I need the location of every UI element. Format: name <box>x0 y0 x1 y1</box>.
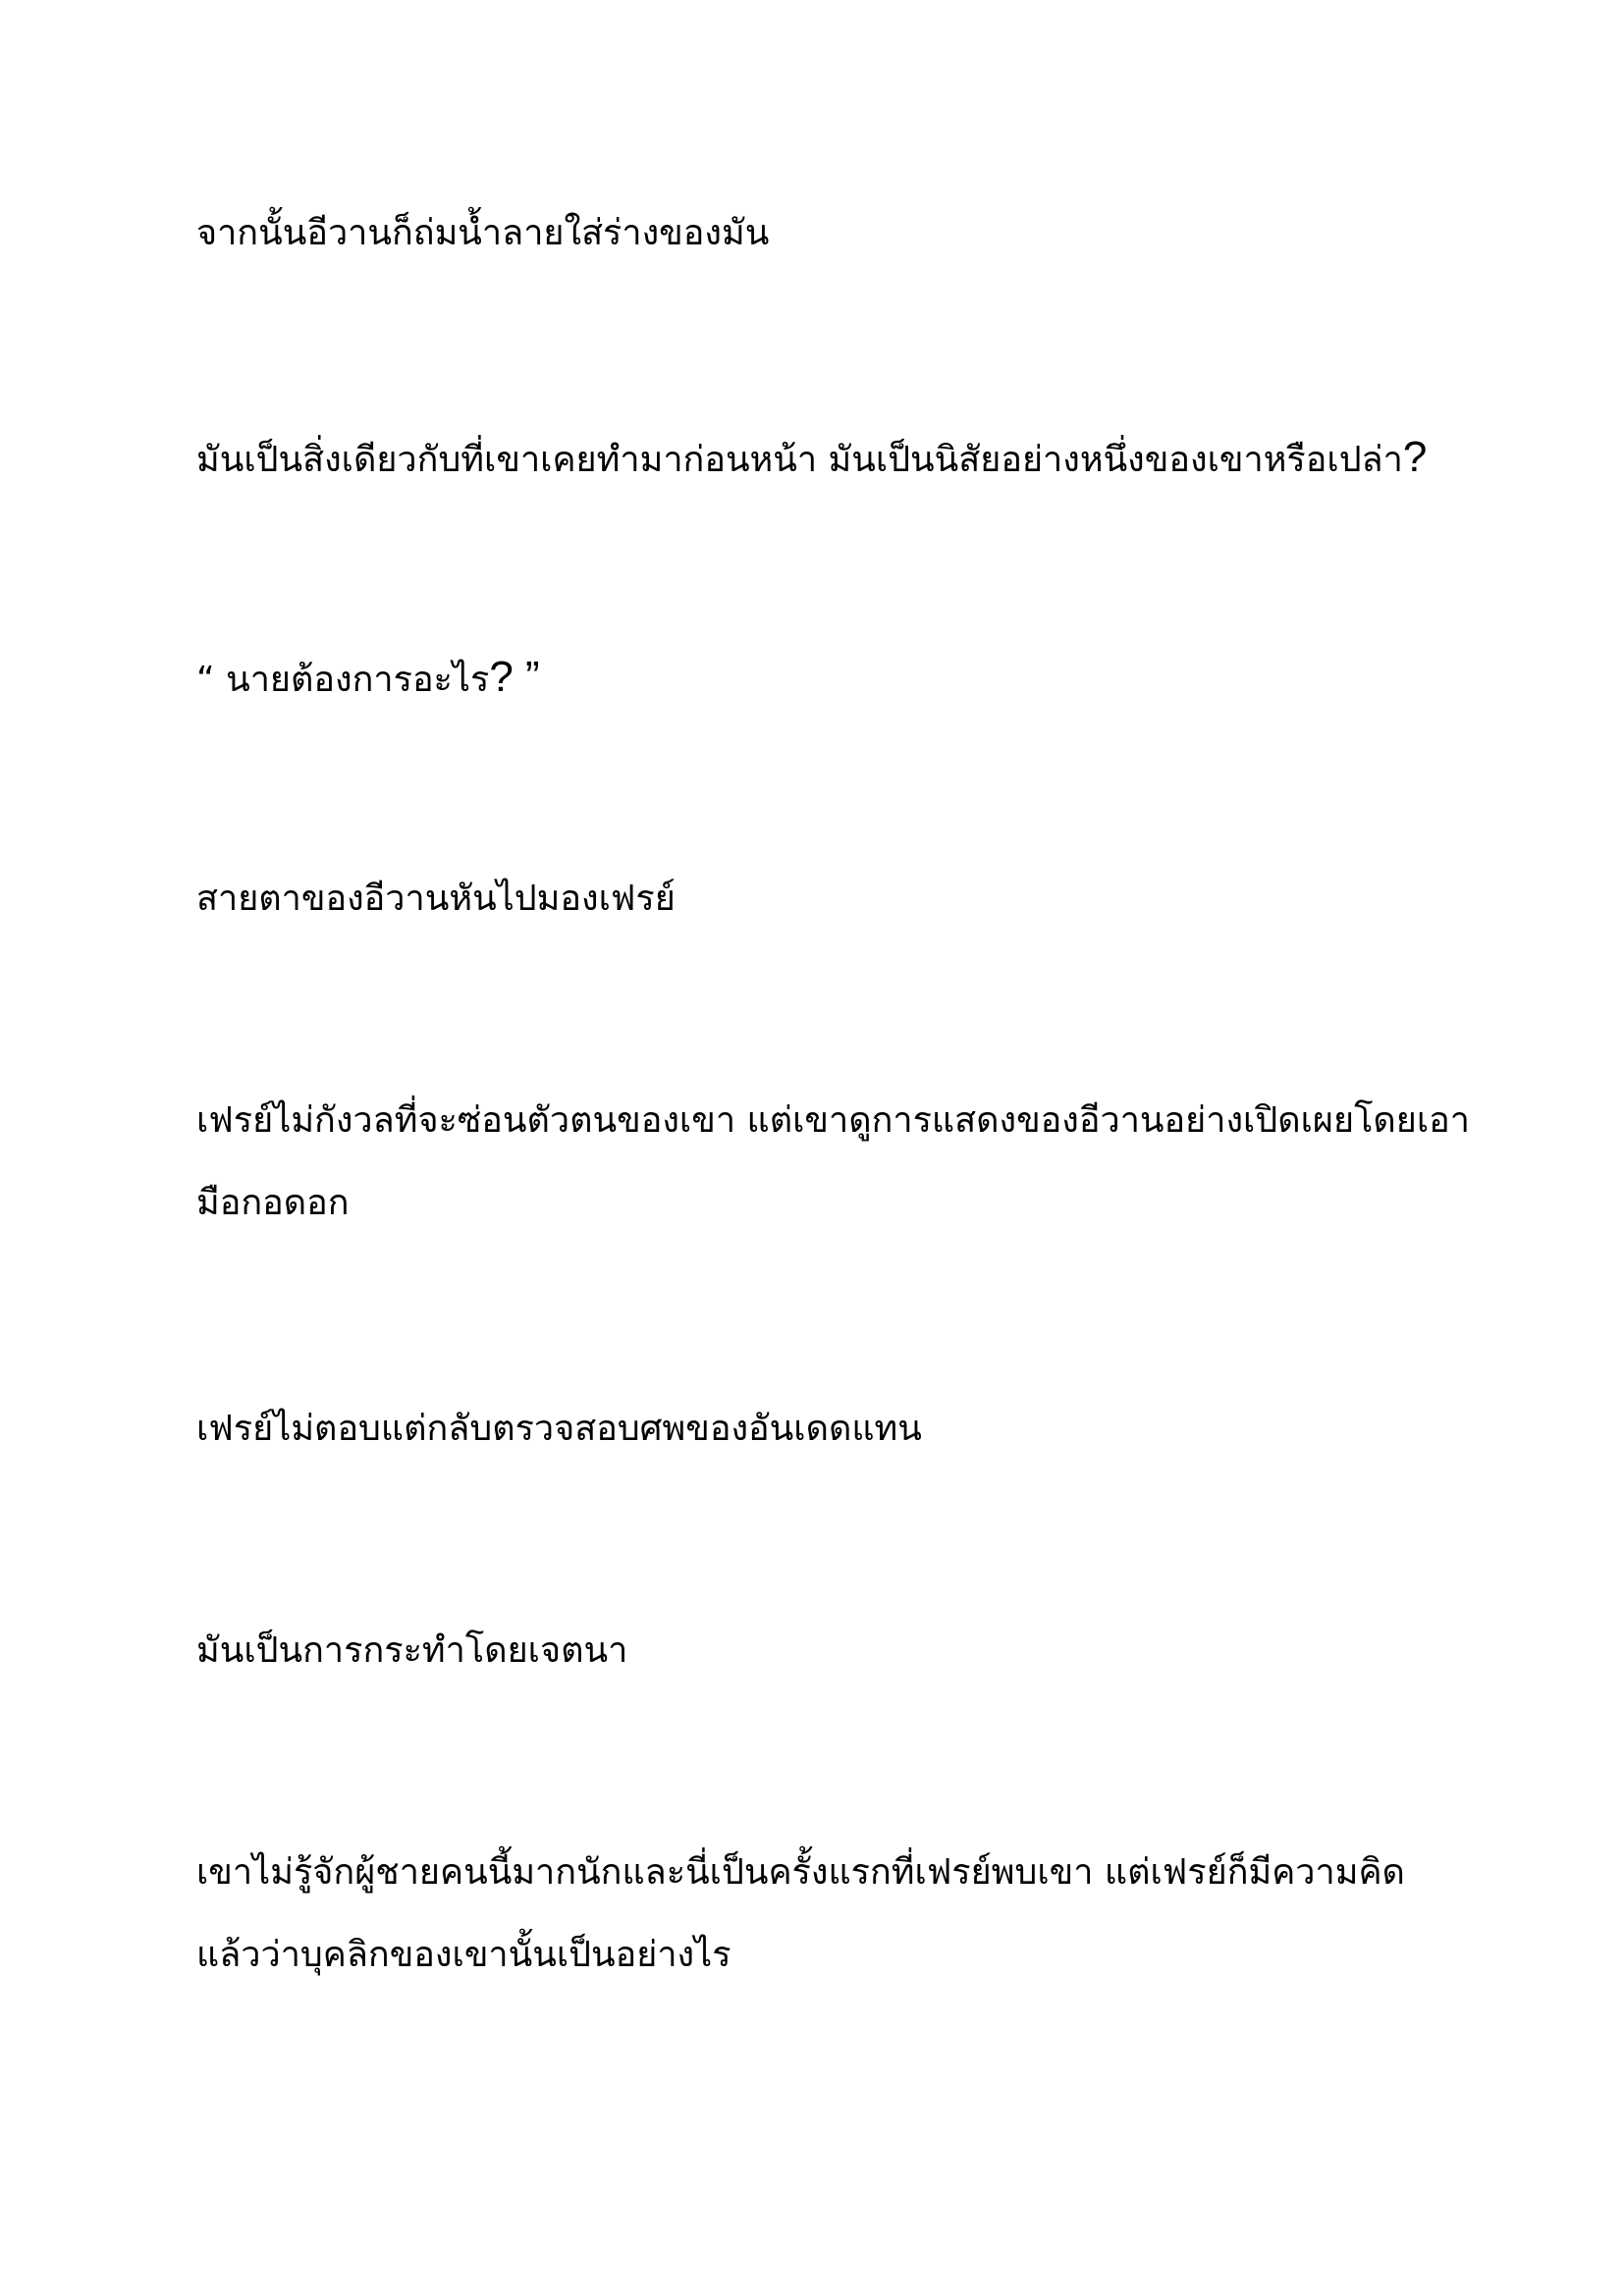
paragraph-line <box>196 416 1463 502</box>
paragraph-7 <box>196 1610 1463 1692</box>
paragraph-6 <box>196 1388 1463 1470</box>
paragraph-line: สายตาของอีวานหันไปมองเฟรย์ <box>196 879 676 919</box>
question-mark: ? <box>1402 433 1428 481</box>
paragraph-3 <box>196 636 1463 721</box>
paragraph-line: แล้วว่าบุคลิกของเขานั้นเป็นอย่างไร <box>196 1935 731 1975</box>
paragraph-8 <box>196 1832 1463 1997</box>
paragraph-text: มันเป็นสิ่งเดียวกับที่เขาเคยทำมาก่อนหน้า มันเป็นนิสัยอย่างหนึ่งของเขาหรือเปล่า <box>196 440 1403 480</box>
paragraph-line: เฟรย์ไม่กังวลที่จะซ่อนตัวตนของเขา แต่เขาดูการแสดงของอีวานอย่างเปิดเผยโดยเอา <box>196 1100 1471 1141</box>
paragraph-line <box>196 636 1463 721</box>
paragraph-5 <box>196 1080 1471 1245</box>
paragraph-line: เฟรย์ไม่ตอบแต่กลับตรวจสอบศพของอันเดดแทน <box>196 1409 922 1449</box>
dialogue-text: “ นายต้องการอะไร <box>196 660 490 700</box>
dialogue-close-quote: ? ” <box>489 653 540 701</box>
paragraph-4 <box>196 858 1463 940</box>
paragraph-line: จากนั้นอีวานก็ถ่มน้ำลายใส่ร่างของมัน <box>196 213 770 253</box>
paragraph-2 <box>196 416 1463 502</box>
paragraph-1 <box>196 192 1463 275</box>
paragraph-line: มันเป็นการกระทำโดยเจตนา <box>196 1630 628 1671</box>
paragraph-line: มือกอดอก <box>196 1183 350 1223</box>
paragraph-line: เขาไม่รู้จักผู้ชายคนนี้มากนักและนี่เป็นครั้งแรกที่เฟรย์พบเขา แต่เฟรย์ก็มีความคิด <box>196 1852 1405 1893</box>
